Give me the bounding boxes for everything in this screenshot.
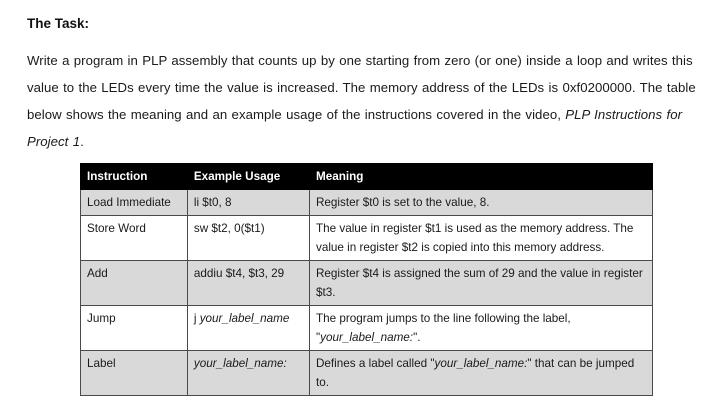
table-row <box>81 215 653 260</box>
jump-usage-prefix: j <box>193 311 200 325</box>
table-row <box>81 260 653 305</box>
label-meaning-suffix: " that can be jumped to. <box>315 356 635 389</box>
jump-usage-label: your_label_name <box>199 311 290 325</box>
task-heading: The Task: <box>27 16 90 31</box>
row-store-word-meaning: The value in register $t1 is used as the memory address. The value in register $t2 is copied into this memory address. <box>309 215 652 260</box>
jump-meaning-prefix: The program jumps to the line following the label, " <box>315 311 571 344</box>
row-load-immediate-meaning: Register $t0 is set to the value, 8. <box>309 190 652 216</box>
instructions-table <box>80 163 653 396</box>
row-label-usage <box>187 350 309 395</box>
row-label-meaning <box>309 350 652 395</box>
task-description <box>27 47 707 155</box>
table-header-row <box>81 164 653 190</box>
row-jump-instruction: Jump <box>81 305 188 350</box>
jump-meaning-suffix: ". <box>413 331 421 344</box>
row-jump-meaning <box>309 305 652 350</box>
table-row <box>81 190 653 216</box>
row-add-instruction: Add <box>81 260 188 305</box>
label-meaning-prefix: Defines a label called " <box>315 356 435 370</box>
row-load-immediate-usage: li $t0, 8 <box>187 190 309 216</box>
jump-meaning-label: your_label_name: <box>320 331 414 344</box>
row-load-immediate-instruction: Load Immediate <box>81 190 188 216</box>
row-store-word-usage: sw $t2, 0($t1) <box>187 215 309 260</box>
row-store-word-instruction: Store Word <box>81 215 188 260</box>
task-description-text: Write a program in PLP assembly that counts up by one starting from zero (or one) inside a loop and writes this value to the LEDs every time the value is increased. The memory address of the LEDs is 0xf0200000. The table below shows the meaning and an example usage of the instructions covered in the video, <box>27 53 696 122</box>
table-row <box>81 350 653 395</box>
label-meaning-label: your_label_name: <box>434 356 528 370</box>
instructions-reference: PLP Instructions for Project 1 <box>27 107 683 149</box>
table-row <box>81 305 653 350</box>
header-meaning: Meaning <box>309 164 652 190</box>
header-instruction: Instruction <box>81 164 188 190</box>
row-jump-usage <box>187 305 309 350</box>
row-add-usage: addiu $t4, $t3, 29 <box>187 260 309 305</box>
label-usage-label: your_label_name: <box>193 356 287 370</box>
row-add-meaning: Register $t4 is assigned the sum of 29 and the value in register $t3. <box>309 260 652 305</box>
row-label-instruction: Label <box>81 350 188 395</box>
header-example-usage: Example Usage <box>187 164 309 190</box>
task-description-end: . <box>80 134 84 149</box>
